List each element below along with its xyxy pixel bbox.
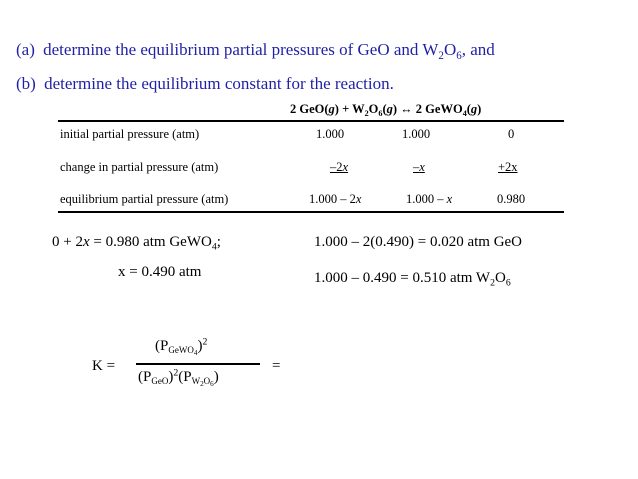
- table-cell-geo-change: –2x: [330, 160, 349, 174]
- question-b-marker: (b): [16, 74, 36, 93]
- solution-line-3: 1.000 – 2(0.490) = 0.020 atm GeO: [314, 234, 523, 250]
- table-cell-geo-equilibrium: 1.000 – 2x: [309, 192, 362, 206]
- k-numerator: $(P_{GeWO4})^2$: [155, 336, 208, 358]
- k-label: K =: [92, 358, 116, 374]
- question-a: [16, 40, 495, 60]
- fraction-bar: [136, 363, 260, 365]
- table-top-rule: [58, 120, 564, 122]
- solution-line-1: 0 + 2x = 0.980 atm GeWO$_4$;: [52, 234, 221, 253]
- solution-line-2: x = 0.490 atm: [118, 264, 202, 280]
- k-equals: =: [272, 358, 281, 374]
- k-denominator: $(P_{GeO})^2(P_{W2O6})$: [138, 367, 219, 389]
- table-bottom-rule: [58, 211, 564, 213]
- question-b: [16, 74, 394, 94]
- table-cell-w2o6-equilibrium: 1.000 – x: [406, 192, 453, 206]
- question-a-marker: (a): [16, 40, 35, 59]
- table-cell-w2o6-initial: 1.000: [402, 127, 431, 141]
- table-cell-gewo4-change: +2x: [498, 160, 518, 174]
- question-a-text: determine the equilibrium partial pressures of GeO and $W_2O_6$, and: [43, 40, 495, 62]
- table-cell-geo-initial: 1.000: [316, 127, 345, 141]
- table-cell-gewo4-initial: 0: [508, 127, 515, 141]
- table-row: initial partial pressure (atm): [60, 127, 200, 141]
- reaction-equation: 2 $GeO(g) + W_2O_6(g)$ ↔ 2 GeWO$_4$(g): [290, 102, 482, 118]
- solution-line-4: 1.000 – 0.490 = 0.510 atm $W_2O_6$: [314, 270, 511, 289]
- table-cell-gewo4-equilibrium: 0.980: [497, 192, 526, 206]
- table-row: change in partial pressure (atm): [60, 160, 219, 174]
- table-cell-w2o6-change: –x: [413, 160, 425, 174]
- table-row: equilibrium partial pressure (atm): [60, 192, 229, 206]
- question-b-text: determine the equilibrium constant for the reaction.: [44, 74, 394, 93]
